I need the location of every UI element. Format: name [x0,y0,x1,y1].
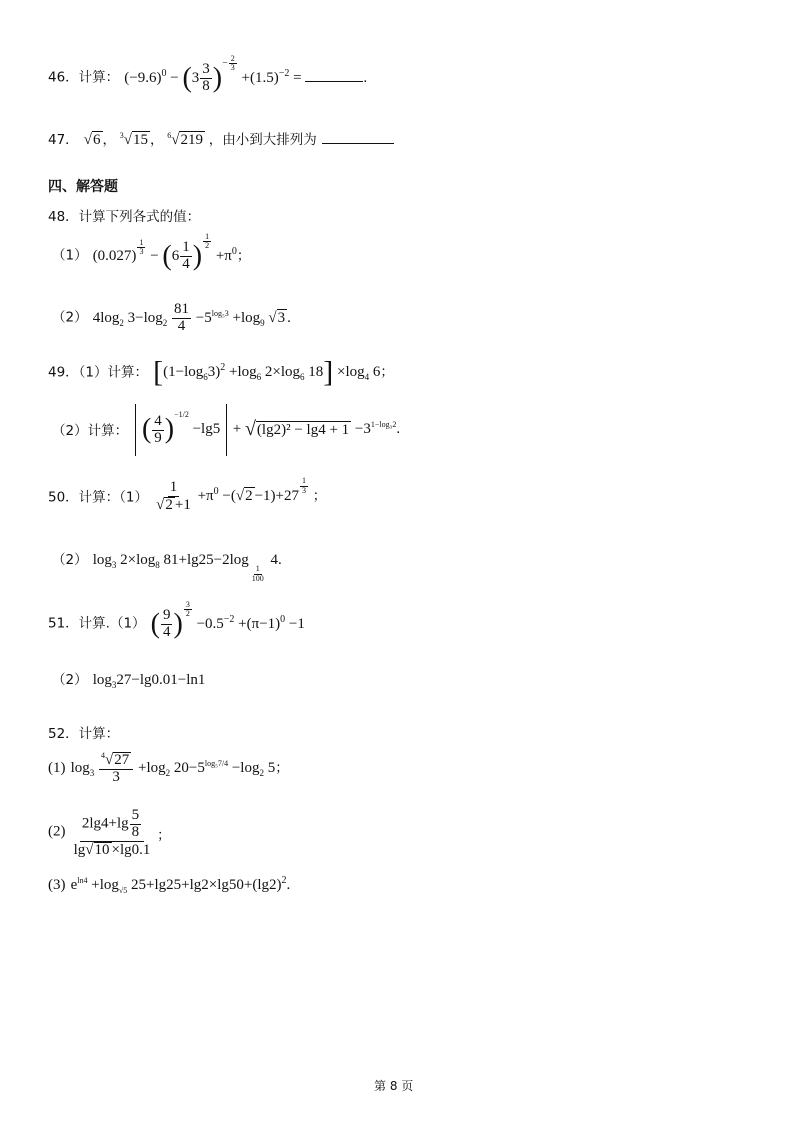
question-52-part-3: (3) $e^{ln4} +\log_{√5}$ $25+\lg 25+\lg 2\times\lg 50+(\lg 2)^2$. [48,875,291,895]
question-48-part-1: （1） (0.027) $^{\frac{1}{3}}$ − (6 $\frac{1}{4}$ ) $^{\frac{1}{2}}$ $+\pi^0$； [52,231,251,272]
question-52-part-1: (1) $\log_3$ $\frac{^4√27}{3}$ $+\log_2$ $20-5^{log_57/4} -\log_2$ 5； [48,751,289,785]
question-51-part-1: 51．计算.（1） ( $\frac{9}{4}$ ) $^{\frac{3}{2}}$ $-0.5^{-2} +(\pi-1)^0 -1$ [48,599,305,640]
question-49-label: 49．（1）计算： [48,364,149,381]
question-50-label: 50．计算：（1） [48,489,149,506]
question-47-label: 47． [48,132,79,148]
page-number: 第 8 页 [374,1079,414,1093]
question-47: 47． √6 ， $^3$√15 ， $^6$√219 ，由小到大排列为 [48,128,394,149]
question-51-part-2: （2） $\log_327-\lg 0.01-\ln 1$ [52,672,206,690]
answer-blank-46[interactable] [305,81,363,82]
question-46-label: 46．计算： [48,69,120,86]
question-49-part-1: 49．（1）计算： [$(1-\log_63)^2 +\log_6$ $2\times\log_6$ $18] \times\log_4$ 6； [48,356,394,389]
question-52-label: 52．计算： [48,726,120,742]
question-46-expression: $(-9.6)^0 - (3$ $\frac{3}{8}$ )$^{- \frac{2}{3}}$ $+(1.5)^{-2}$ = . [124,53,368,94]
answer-blank-47[interactable] [322,143,394,144]
question-51-label: 51．计算.（1） [48,615,146,632]
question-46 [48,53,368,95]
section-heading: 四、解答题 [48,179,118,195]
question-52-part-2: (2) 2lg4+lg $\frac{5}{8}$ lg√10 ×lg0.1 ； [48,807,171,858]
question-48-label: 48．计算下列各式的值： [48,209,201,225]
question-50-part-2: （2） $\log_3 2\times\log_8$ 81+lg25−2log $_{\frac{1}{100}}$ 4. [52,552,282,583]
question-48-part-2: （2） $4\log_2$ $3-\log_2$ $\frac{81}{4}$ $-5^{log_53} +\log_9$ √3 . [52,301,291,334]
question-49-part-2: （2）计算： ( $\frac{4}{9}$ )$^{-1/2} -\lg 5 + √(\lg 2)^2 - \lg 4 + 1 -3^{1-log_32}$. [52,404,400,456]
question-50-part-1: 50．计算：（1） $\frac{1}{√2 +1}$ $+\pi^0 -(√2 -1)+27$ $^{\frac{1}{3}}$ ； [48,476,327,513]
